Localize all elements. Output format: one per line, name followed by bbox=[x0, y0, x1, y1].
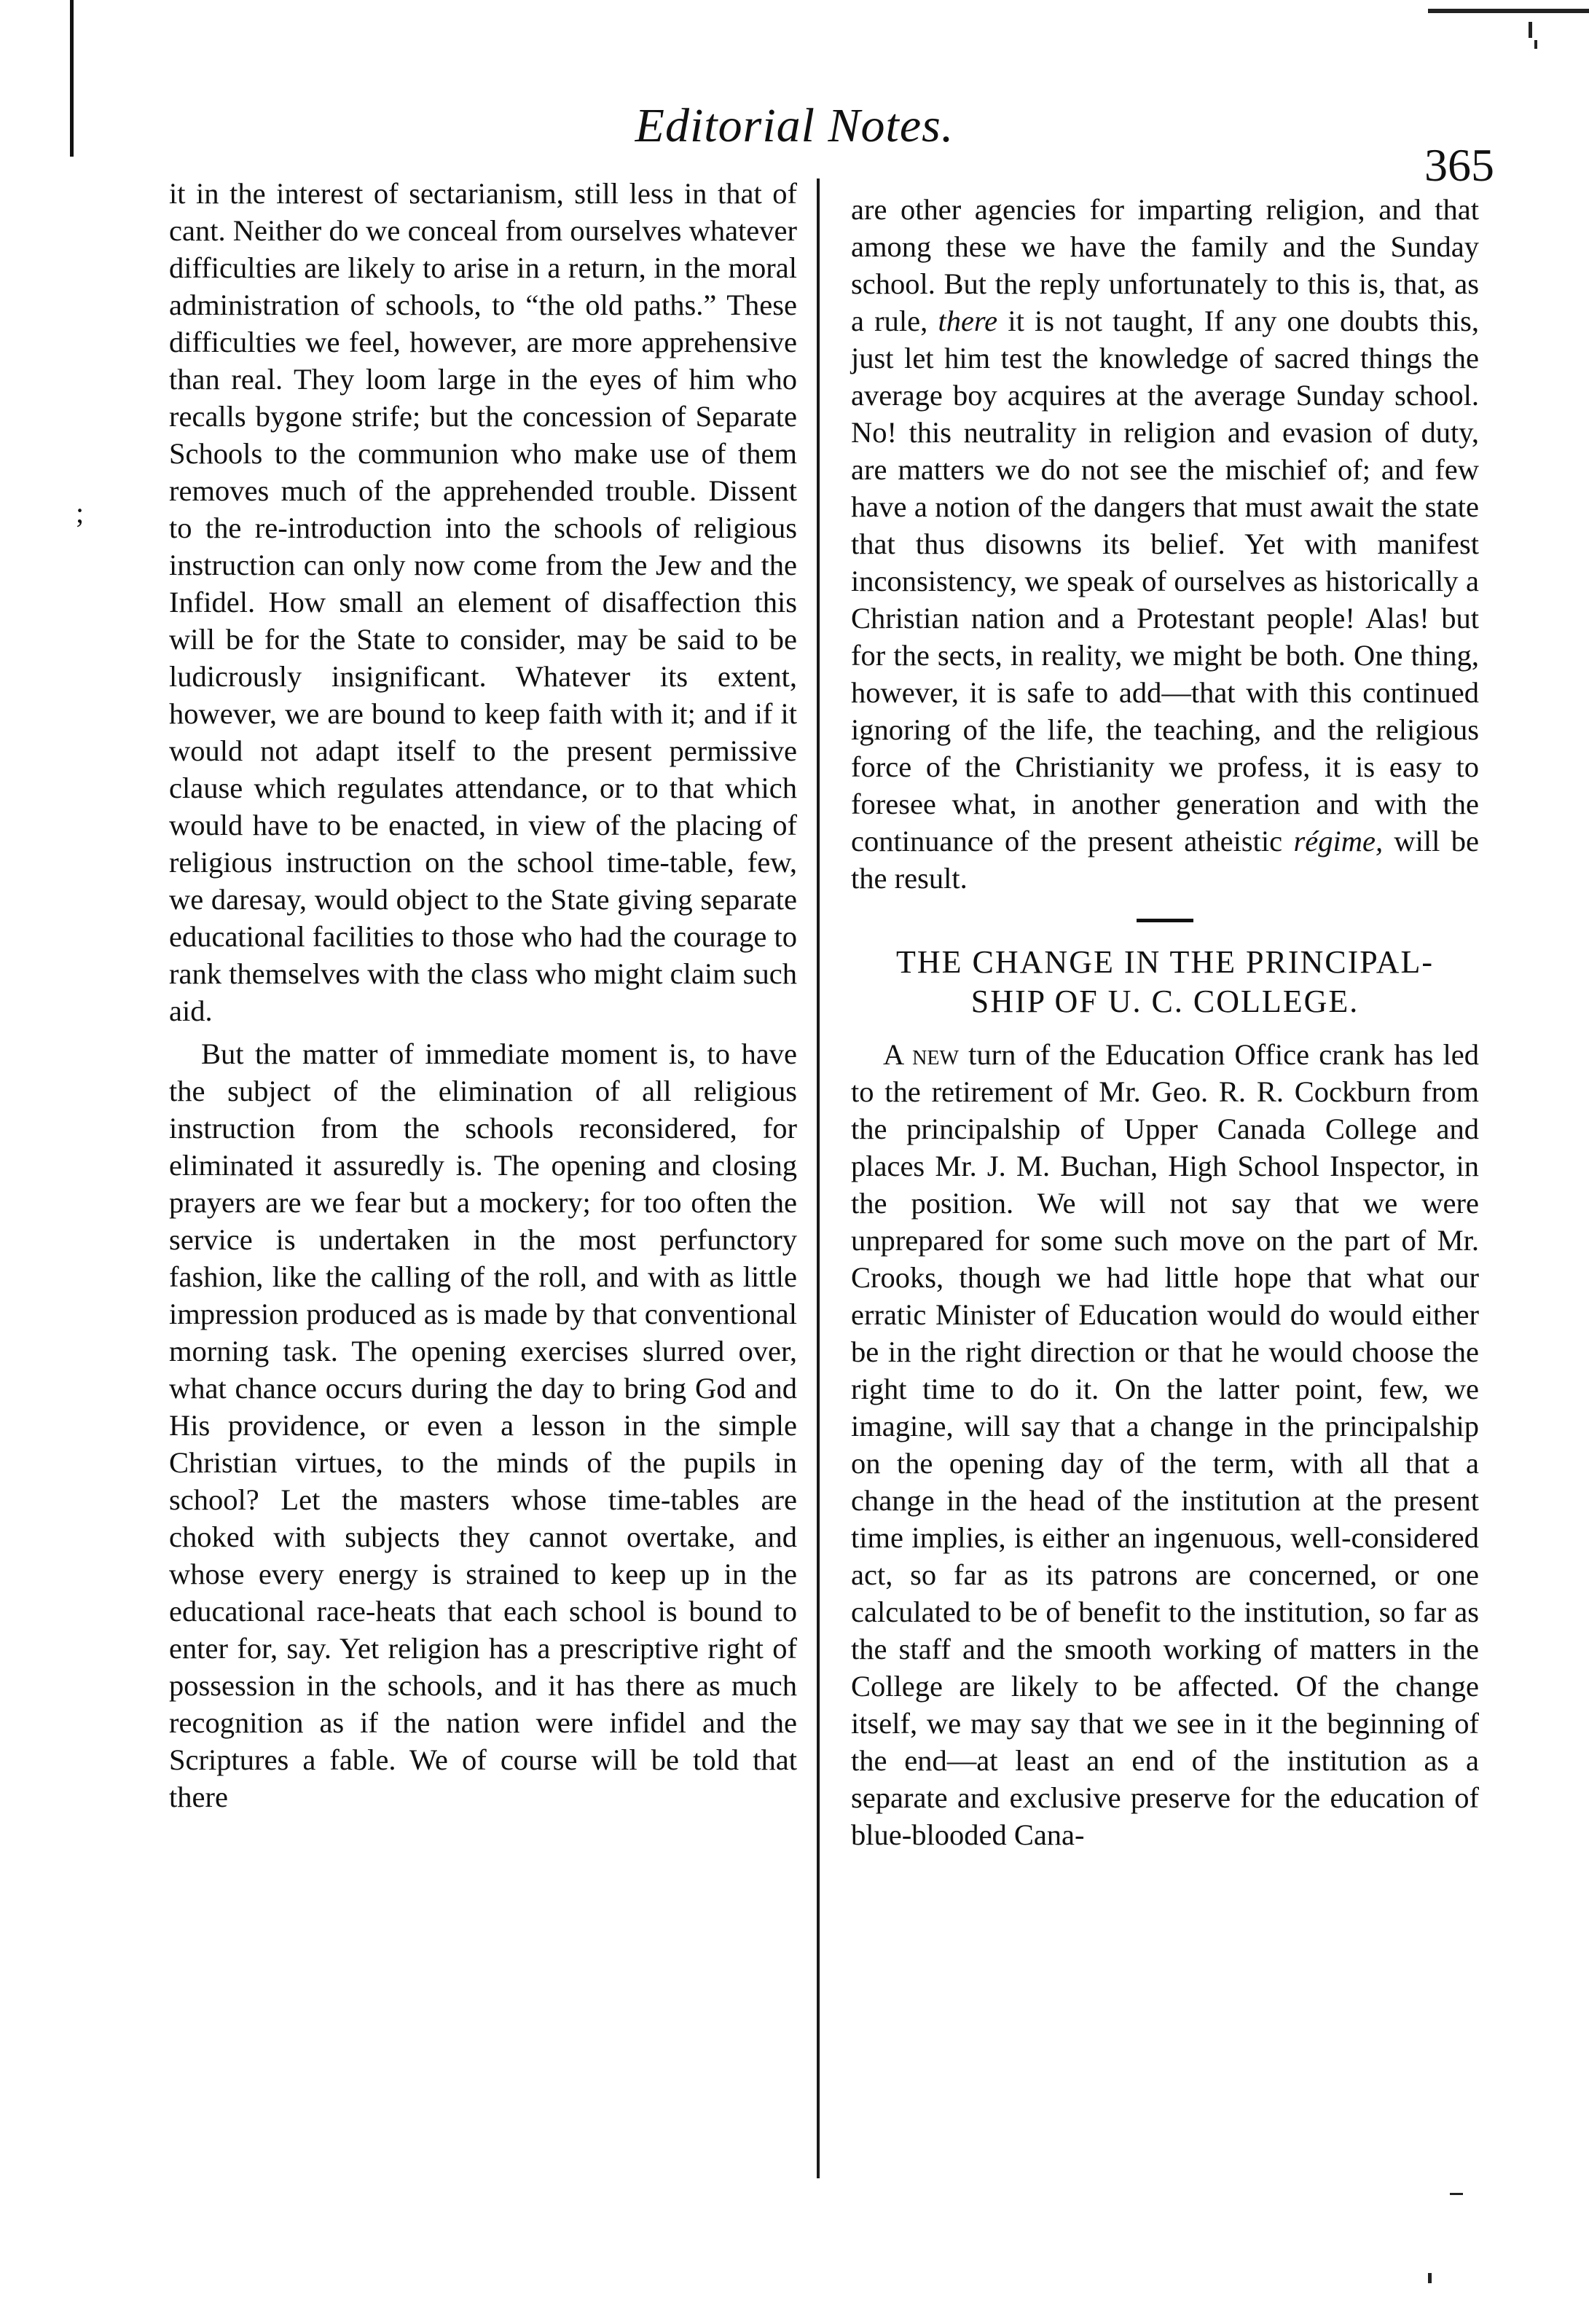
margin-mark: ; bbox=[76, 496, 85, 529]
left-paragraph-1: it in the interest of sectarianism, still less in that of cant. Neither do we conceal from ourselves whatever difficulties are likely to arise in a return, in the moral administration of schools, to “the old paths.” These difficulties we feel, however, are more apprehensive than real. They loom large in the eyes of him who recalls bygone strife; but the concession of Separate Schools to the communion who make use of them removes much of the apprehended trouble. Dissent to the re-introduction into the schools of religious instruction can only now come from the Jew and the Infidel. How small an element of disaffection this will be for the State to consider, may be said to be ludicrously insignificant. Whatever its extent, however, we are bound to keep faith with it; and if it would not adapt itself to the present permissive clause which regulates attendance, or to that which would have to be enacted, in view of the placing of religious instruction on the school time-table, few, we daresay, would object to the State giving separate educational facilities to those who had the courage to rank themselves with the class who might claim such aid. bbox=[169, 177, 797, 1027]
right-paragraph-1-text-b: it is not taught, If any one doubts this, just let him test the knowledge of sacred things the average boy acquires at the average Sunday school. No! this neutrality in religion and evasion of duty, are matters we do not see the mischief of; and few have a notion of the dangers that must await the state that thus disowns its belief. Yet with manifest inconsistency, we speak of ourselves as historically a Christian nation and a Protestant people! Alas! but for the sects, in reality, we might be both. One thing, however, it is safe to add—that with this continued ignoring of the life, the teaching, and the religious force of the Christianity we profess, it is easy to foresee what, in another generation and with the continuance of the present atheistic bbox=[851, 305, 1479, 857]
right-paragraph-1 bbox=[851, 191, 1479, 897]
right-column bbox=[851, 191, 1479, 1853]
running-head: Editorial Notes. bbox=[635, 99, 954, 152]
ink-speck bbox=[1428, 2273, 1432, 2283]
ink-speck bbox=[1534, 40, 1537, 49]
left-column bbox=[169, 175, 797, 1815]
section-rule bbox=[1137, 919, 1193, 922]
right-paragraph-2-text: turn of the Education Office crank has led to the retirement of Mr. Geo. R. R. Cockburn from the principalship of Upper Canada College and places Mr. J. M. Buchan, High School Inspector, in the position. We will not say that we were unprepared for some such move on the part of Mr. Crooks, though we had little hope that what our erratic Minister of Education would do would either be in the right direction or that he would choose the right time to do it. On the latter point, few, we imagine, will say that a change in the principalship on the opening day of the term, with all that a change in the head of the institution at the present time implies, is either an ingenuous, well-considered act, so far as its patrons are concerned, or one calculated to be of benefit to the institution, so far as the staff and the smooth working of matters in the College are likely to be affected. Of the change itself, we may say that we see in it the beginning of the end—at least an end of the institution as a separate and exclusive preserve for the education of blue-blooded Cana- bbox=[851, 1038, 1480, 1851]
right-paragraph-1-text-c: will be the result. bbox=[851, 825, 1479, 895]
ink-speck bbox=[1450, 2193, 1463, 2195]
emphasis-there: there bbox=[938, 305, 998, 337]
column-divider bbox=[817, 178, 820, 2178]
right-paragraph-1-text-a: are other agencies for imparting religion, and that among these we have the family and the Sunday school. But the reply unfortunately to this is, that, as a rule, bbox=[851, 193, 1479, 337]
emphasis-regime: régime, bbox=[1293, 825, 1384, 857]
section-heading-line-2: SHIP OF U. C. COLLEGE. bbox=[970, 984, 1360, 1019]
page-number: 365 bbox=[1424, 139, 1494, 191]
ink-speck bbox=[1529, 22, 1532, 38]
section-heading bbox=[851, 943, 1479, 1021]
top-edge-rule bbox=[1428, 9, 1589, 13]
section-heading-line-1: THE CHANGE IN THE PRINCIPAL- bbox=[896, 944, 1434, 980]
lead-in-words: A new bbox=[883, 1038, 959, 1071]
left-paragraph-2: But the matter of immediate moment is, to have the subject of the elimination of all religious instruction from the schools reconsidered, for eliminated it assuredly is. The opening and closing prayers are we fear but a mockery; for too often the service is undertaken in the most perfunctory fashion, like the calling of the roll, and with as little impression produced as is made by that conventional morning task. The opening exercises slurred over, what chance occurs during the day to bring God and His providence, or even a lesson in the simple Christian virtues, to the minds of the pupils in school? Let the masters whose time-tables are choked with subjects they cannot overtake, and whose every energy is strained to keep up in the educational race-heats that each school is bound to enter for, say. Yet religion has a prescriptive right of possession in the schools, and it has there as much recognition as if the nation were infidel and the Scriptures a fable. We of course will be told that there bbox=[169, 1037, 797, 1813]
right-paragraph-2 bbox=[851, 1036, 1479, 1853]
